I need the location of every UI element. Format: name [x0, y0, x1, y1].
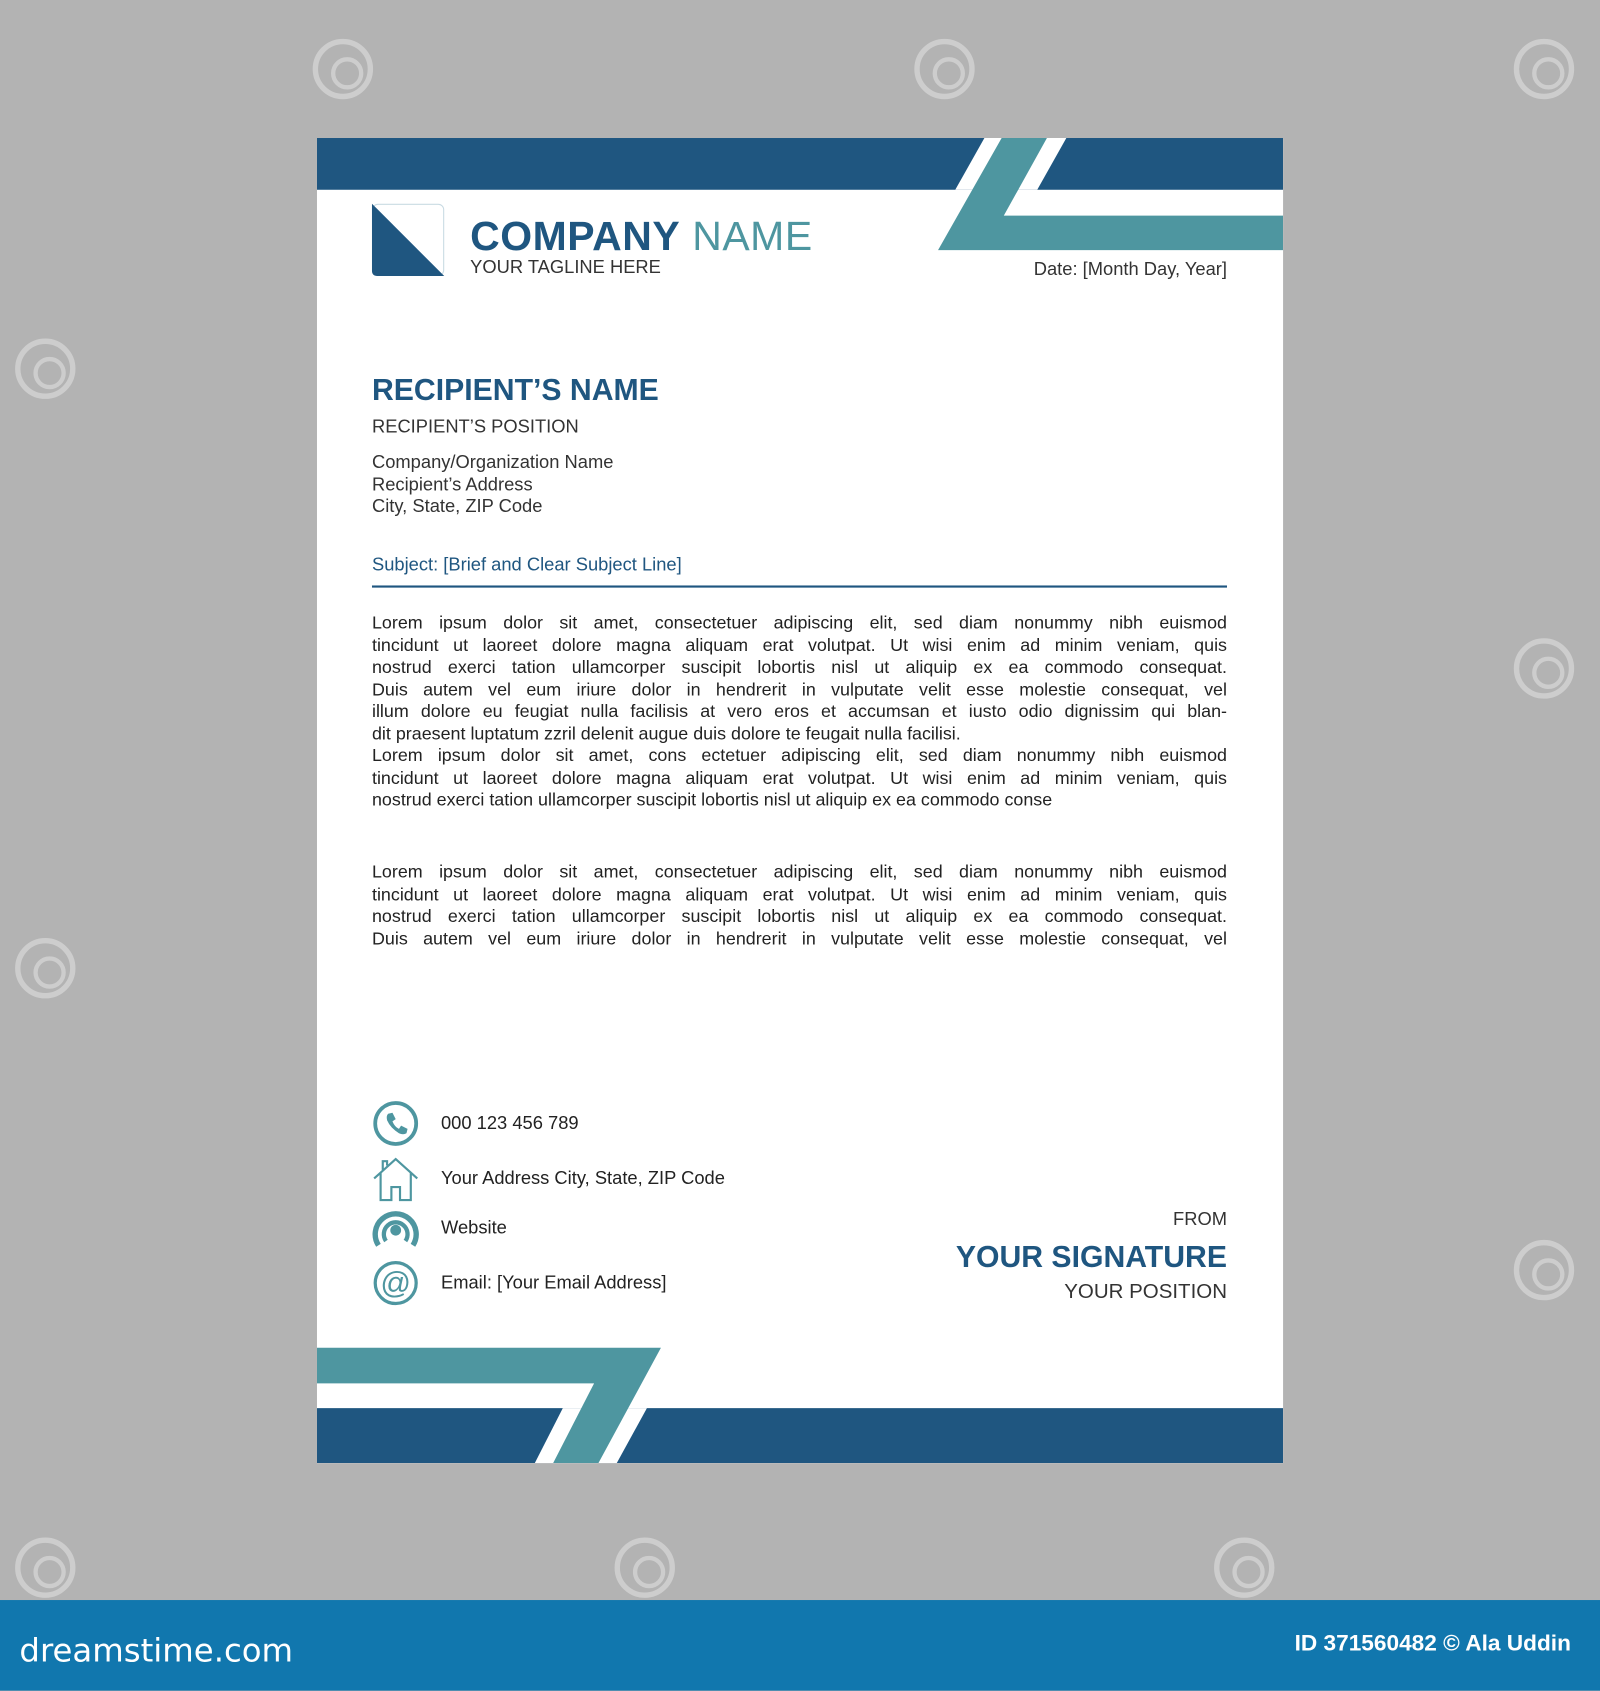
- body-line: Lorem ipsum dolor sit amet, cons ectetuer adipiscing elit, sed diam nonummy nibh euismod: [371, 745, 1227, 766]
- image-credit: ID 371560482 © Ala Uddin: [1294, 1631, 1571, 1657]
- email-icon: [372, 1259, 419, 1306]
- watermark-icon: [1514, 39, 1574, 99]
- body-line: Duis autem vel eum iriure dolor in hendrerit in vulputate velit esse molestie consequat, vel: [371, 927, 1227, 949]
- body-paragraph-2: [372, 861, 1227, 949]
- stock-footer-bar: [0, 1600, 1600, 1691]
- contact-phone: [372, 1100, 803, 1147]
- company-tagline: YOUR TAGLINE HERE: [470, 256, 661, 278]
- watermark-icon: [1514, 638, 1574, 698]
- letter-date: Date: [Month Day, Year]: [1033, 258, 1227, 280]
- letterhead-page: [317, 138, 1283, 1463]
- svg-text:@: @: [380, 1266, 412, 1300]
- body-line: illum dolore eu feugiat nulla facilisis at vero eros et accumsan et iusto odio dignissim qui blan-: [371, 700, 1227, 722]
- watermark-icon: [313, 39, 373, 99]
- watermark-icon: [15, 938, 75, 998]
- recipient-city: City, State, ZIP Code: [371, 495, 543, 517]
- contact-address: [372, 1155, 803, 1202]
- subject-line: Subject: [Brief and Clear Subject Line]: [371, 554, 682, 575]
- watermark-icon: [15, 339, 75, 399]
- recipient-street: Recipient’s Address: [371, 473, 533, 495]
- body-line: Lorem ipsum dolor sit amet, consectetuer adipiscing elit, sed diam nonummy nibh euismod: [371, 612, 1227, 633]
- signature-name: YOUR SIGNATURE: [955, 1239, 1227, 1274]
- home-icon: [372, 1155, 419, 1202]
- watermark-icon: [1514, 1240, 1574, 1300]
- contact-phone-text: 000 123 456 789: [440, 1112, 579, 1134]
- from-label: FROM: [1173, 1208, 1227, 1230]
- brand-link[interactable]: dreamstime.com: [19, 1632, 294, 1671]
- website-icon: [372, 1204, 419, 1251]
- contact-email-text: Email: [Your Email Address]: [440, 1272, 667, 1293]
- watermark-icon: [1214, 1538, 1274, 1598]
- recipient-address: [372, 452, 613, 518]
- recipient-position: RECIPIENT’S POSITION: [371, 416, 579, 437]
- body-line: tincidunt ut laoreet dolore magna aliquam erat volutpat. Ut wisi enim ad minim veniam, quis: [371, 634, 1227, 656]
- footer-navy-band: [317, 1408, 1283, 1463]
- company-name-light: NAME: [692, 214, 813, 260]
- company-logo-icon: [372, 204, 444, 276]
- signature-position: YOUR POSITION: [1064, 1280, 1227, 1304]
- body-line: nostrud exerci tation ullamcorper suscipit lobortis nisl ut aliquip ex ea commodo consequat.: [371, 656, 1227, 678]
- body-line: nostrud exerci tation ullamcorper suscipit lobortis nisl ut aliquip ex ea commodo conse: [371, 789, 1053, 810]
- company-name-bold: COMPANY: [470, 214, 681, 260]
- body-line: tincidunt ut laoreet dolore magna aliquam erat volutpat. Ut wisi enim ad minim veniam, quis: [371, 883, 1227, 905]
- body-line: Duis autem vel eum iriure dolor in hendrerit in vulputate velit esse molestie consequat, vel: [371, 678, 1227, 700]
- body-line: tincidunt ut laoreet dolore magna aliquam erat volutpat. Ut wisi enim ad minim veniam, quis: [371, 767, 1227, 788]
- body-paragraph-1: [372, 612, 1227, 811]
- phone-icon: [372, 1100, 419, 1147]
- watermark-icon: [15, 1538, 75, 1598]
- contact-website-text: Website: [440, 1217, 507, 1238]
- body-line: nostrud exerci tation ullamcorper suscipit lobortis nisl ut aliquip ex ea commodo consequat.: [371, 905, 1227, 927]
- recipient-name: RECIPIENT’S NAME: [371, 373, 659, 407]
- company-name: [470, 213, 813, 260]
- subject-divider: [372, 585, 1227, 587]
- watermark-icon: [615, 1538, 675, 1598]
- watermark-icon: [914, 39, 974, 99]
- body-line: Lorem ipsum dolor sit amet, consectetuer adipiscing elit, sed diam nonummy nibh euismod: [371, 861, 1227, 882]
- recipient-company: Company/Organization Name: [371, 451, 614, 473]
- contact-address-text: Your Address City, State, ZIP Code: [440, 1167, 725, 1189]
- header-navy-band: [317, 138, 1283, 190]
- contact-website: [372, 1204, 803, 1251]
- contact-email: [372, 1259, 803, 1306]
- body-line: dit praesent luptatum zzril delenit augue duis dolore te feugait nulla facilisi.: [371, 722, 961, 744]
